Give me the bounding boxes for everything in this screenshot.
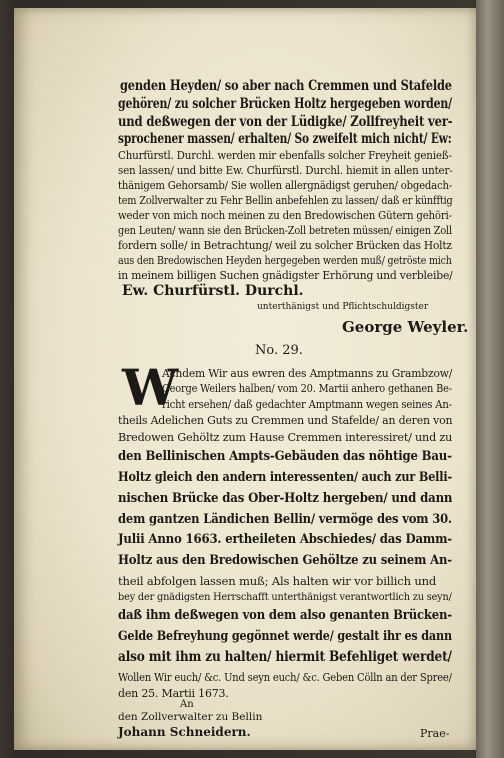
text-line: Churfürstl. Durchl. werden mir ebenfalls solcher Freyheit genieß- — [118, 149, 452, 162]
text-line: thänigem Gehorsamb/ Sie wollen allergnädigst geruhen/ obgedach- — [118, 179, 452, 192]
text-line: Wollen Wir euch/ &c. Und seyn euch/ &c. Geben Cölln an der Spree/ — [118, 671, 452, 684]
text-line: sprochener massen/ erhalten/ So zweifelt mich nicht/ Ew: — [118, 131, 452, 147]
text-line: dem gantzen Ländichen Bellin/ vermöge des vom 30. — [118, 511, 452, 527]
text-line: und deßwegen der von der Lüdigke/ Zollfreyheit ver- — [118, 114, 453, 130]
signature: George Weyler. — [342, 318, 469, 336]
text-line: theil abfolgen lassen muß; Als halten wir vor billich und — [118, 574, 437, 588]
address-recipient-name: Johann Schneidern. — [118, 725, 251, 739]
text-line: also mit ihm zu halten/ hiermit Befehliget werdet/ — [118, 649, 452, 665]
text-line: George Weilers halben/ vom 20. Martii anhero gethanen Be- — [162, 382, 452, 395]
text-line: gen Leuten/ wann sie den Brücken-Zoll betreten müssen/ einigen Zoll — [118, 224, 452, 237]
address-an: An — [180, 699, 194, 710]
closing-formula: Ew. Churfürstl. Durchl. — [122, 283, 304, 299]
subscription-line: unterthänigst und Pflichtschuldigster — [257, 302, 429, 312]
text-line: bey der gnädigsten Herrschafft unterthänigst verantwortlich zu seyn/ — [118, 591, 452, 603]
text-line: sen lassen/ und bitte Ew. Churfürstl. Durchl. hiemit in allen unter- — [118, 164, 453, 177]
address-recipient-title: den Zollverwalter zu Bellin — [118, 711, 263, 723]
text-line: Bredowen Gehöltz zum Hause Cremmen interessiret/ und zu — [118, 430, 453, 444]
text-line: Gelde Befreyhung gegönnet werde/ gestalt ihr es dann — [118, 628, 452, 644]
text-line: daß ihm deßwegen von dem also genanten Brücken- — [118, 607, 452, 623]
text-line: fordern solle/ in Betrachtung/ weil zu solcher Brücken das Holtz — [118, 239, 452, 252]
text-line: Julii Anno 1663. ertheileten Abschiedes/ das Damm- — [118, 532, 452, 547]
text-line: nischen Brücke das Ober-Holtz hergeben/ und dann — [118, 490, 453, 506]
text-line: Holtz aus den Bredowischen Gehöltze zu seinem An- — [118, 553, 452, 568]
text-line: den 25. Martii 1673. — [118, 687, 229, 700]
text-line: genden Heyden/ so aber nach Cremmen und Stafelde — [120, 78, 452, 94]
text-line: Achdem Wir aus ewren des Amptmanns zu Grambzow/ — [162, 366, 453, 380]
text-line: Holtz gleich den andern interessenten/ auch zur Belli- — [118, 469, 452, 485]
text-line: in meinem billigen Suchen gnädigster Erhörung und verbleibe/ — [118, 269, 453, 282]
decorated-initial: W — [122, 358, 179, 417]
document-number: No. 29. — [255, 343, 303, 358]
text-line: gehören/ zu solcher Brücken Holtz hergegeben worden/ — [118, 96, 453, 112]
catchword: Prae- — [420, 727, 450, 740]
text-line: theils Adelichen Guts zu Cremmen und Stafelde/ an deren von — [118, 414, 453, 427]
text-line: tem Zollverwalter zu Fehr Bellin anbefehlen zu lassen/ daß er künfftig — [118, 194, 453, 207]
text-line: richt ersehen/ daß gedachter Amptmann wegen seines An- — [162, 398, 452, 411]
adjacent-page-edge — [476, 0, 504, 758]
text-line: weder von mich noch meinen zu den Bredowischen Gütern gehöri- — [118, 209, 452, 222]
text-line: aus den Bredowischen Heyden hergegeben werden muß/ getröste mich — [118, 254, 452, 267]
text-line: den Bellinischen Ampts-Gebäuden das nöhtige Bau- — [118, 448, 452, 464]
